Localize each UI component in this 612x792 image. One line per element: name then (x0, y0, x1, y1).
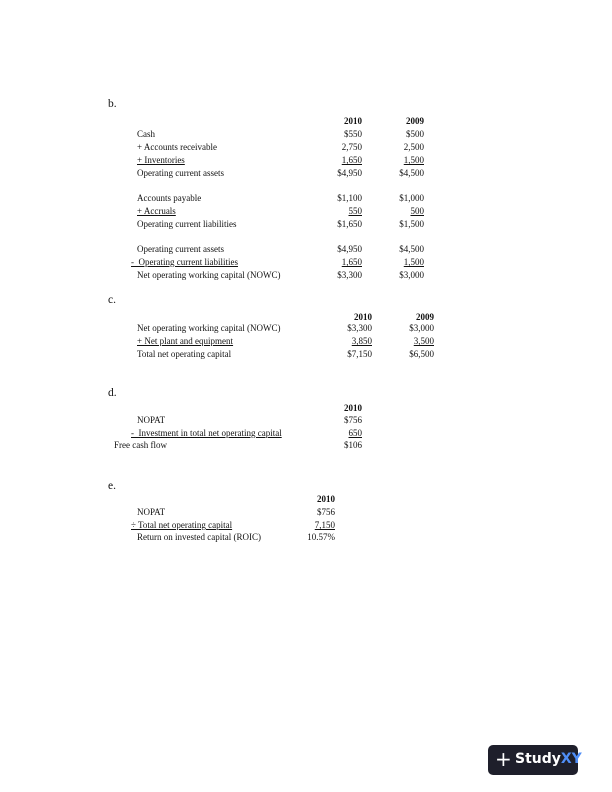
studyxy-logo-badge (488, 745, 582, 775)
b-row-cash-2009: $500 (406, 129, 424, 139)
b-row-accounts-payable-2009: $1,000 (399, 193, 424, 203)
c-row-net-plant-label: + Net plant and equipment (137, 336, 234, 346)
b-row-inventories-2010: 1,650 (341, 155, 362, 165)
e-row-roic-value: 10.57% (307, 532, 335, 542)
d-row-nopat-value: $756 (344, 415, 362, 425)
b-row-less-ocl-label: - Operating current liabilities (131, 257, 238, 267)
d-row-nopat-label: NOPAT (137, 415, 166, 425)
d-row-investment-label: - Investment in total net operating capital (131, 428, 282, 438)
c-row-total-net-operating-capital-2010: $7,150 (347, 349, 372, 359)
b-row-less-ocl-2009: 1,500 (403, 257, 424, 267)
b-row-accounts-receivable-2010: 2,750 (341, 142, 362, 152)
section-c-label: c. (108, 294, 116, 306)
b-row-nowc-2009: $3,000 (399, 270, 424, 280)
c-row-net-plant-2010: 3,850 (351, 336, 372, 346)
b-row-oca-repeat-2010: $4,950 (337, 244, 362, 254)
b-row-accruals-label: + Accruals (137, 206, 176, 216)
e-row-nopat-value: $756 (317, 507, 335, 517)
c-row-net-plant-2009: 3,500 (413, 336, 434, 346)
studyxy-logo-text (515, 751, 582, 768)
e-row-roic-label: Return on invested capital (ROIC) (137, 532, 261, 542)
c-year-2010-header: 2010 (354, 312, 372, 322)
b-row-operating-current-assets-label: Operating current assets (137, 168, 224, 178)
studyxy-logo-text-xy: XY (560, 751, 582, 767)
b-row-accruals-2010: 550 (348, 206, 362, 216)
b-row-inventories-label: + Inventories (137, 155, 185, 165)
d-row-free-cash-flow-label: Free cash flow (114, 440, 167, 450)
b-row-accounts-payable-label: Accounts payable (137, 193, 202, 203)
b-row-accounts-receivable-2009: 2,500 (403, 142, 424, 152)
c-year-2009-header: 2009 (416, 312, 434, 322)
e-row-total-net-operating-capital-label: ÷ Total net operating capital (131, 520, 233, 530)
c-row-total-net-operating-capital-label: Total net operating capital (137, 349, 232, 359)
plus-icon: + (495, 747, 512, 771)
section-b-label: b. (108, 98, 117, 110)
b-year-2010-header: 2010 (344, 116, 362, 126)
b-row-operating-current-assets-2009: $4,500 (399, 168, 424, 178)
b-row-oca-repeat-2009: $4,500 (399, 244, 424, 254)
c-row-nowc-2010: $3,300 (347, 323, 372, 333)
e-row-total-net-operating-capital-value: 7,150 (314, 520, 335, 530)
b-row-accounts-receivable-label: + Accounts receivable (137, 142, 218, 152)
b-row-nowc-label: Net operating working capital (NOWC) (137, 270, 281, 280)
b-row-accruals-2009: 500 (410, 206, 424, 216)
b-row-nowc-2010: $3,300 (337, 270, 362, 280)
section-e-label: e. (108, 480, 116, 492)
b-row-cash-2010: $550 (344, 129, 362, 139)
c-row-nowc-label: Net operating working capital (NOWC) (137, 323, 281, 333)
section-d-label: d. (108, 387, 117, 399)
studyxy-logo-text-study: Study (515, 751, 561, 767)
e-row-nopat-label: NOPAT (137, 507, 166, 517)
b-row-operating-current-liabilities-2009: $1,500 (399, 219, 424, 229)
b-row-oca-repeat-label: Operating current assets (137, 244, 224, 254)
c-row-nowc-2009: $3,000 (409, 323, 434, 333)
b-year-2009-header: 2009 (406, 116, 424, 126)
b-row-accounts-payable-2010: $1,100 (337, 193, 362, 203)
b-row-operating-current-assets-2010: $4,950 (337, 168, 362, 178)
d-row-investment-value: 650 (348, 428, 362, 438)
d-year-2010-header: 2010 (344, 403, 362, 413)
b-row-inventories-2009: 1,500 (403, 155, 424, 165)
d-row-free-cash-flow-value: $106 (344, 440, 362, 450)
b-row-cash-label: Cash (137, 129, 155, 139)
b-row-operating-current-liabilities-label: Operating current liabilities (137, 219, 237, 229)
e-year-2010-header: 2010 (317, 494, 335, 504)
c-row-total-net-operating-capital-2009: $6,500 (409, 349, 434, 359)
b-row-less-ocl-2010: 1,650 (341, 257, 362, 267)
b-row-operating-current-liabilities-2010: $1,650 (337, 219, 362, 229)
